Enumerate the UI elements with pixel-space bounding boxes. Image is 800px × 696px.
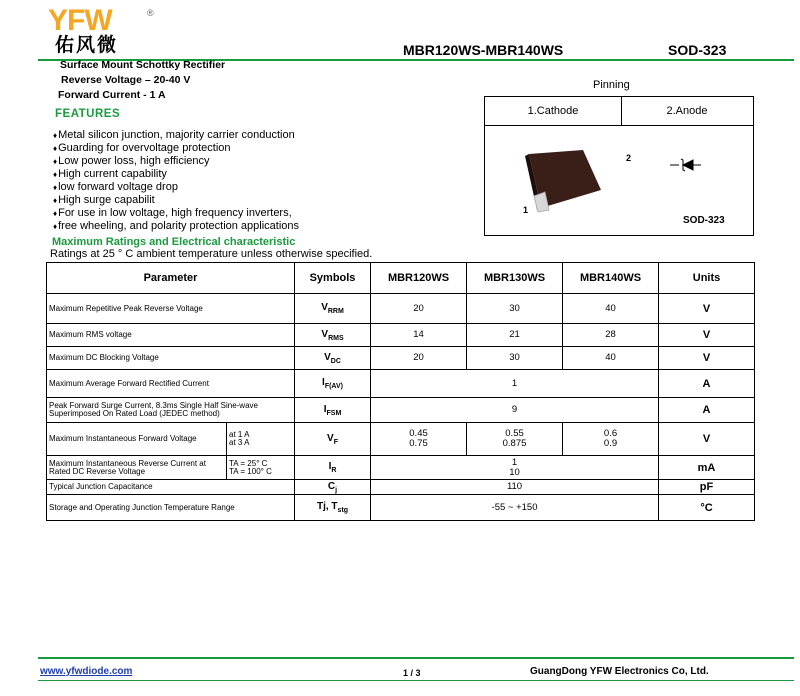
- value-cell: 1 10: [371, 456, 659, 480]
- website-link[interactable]: www.yfwdiode.com: [40, 666, 133, 677]
- ratings-heading: Maximum Ratings and Electrical characteristic: [52, 236, 296, 248]
- subtitle-type: Surface Mount Schottky Rectifier: [60, 59, 226, 71]
- value-cell: 40: [563, 347, 659, 370]
- table-row: [47, 347, 755, 370]
- feature-item: ♦ free wheeling, and polarity protection applications: [53, 220, 299, 233]
- value-cell: 30: [467, 347, 563, 370]
- value-cell: 110: [371, 480, 659, 495]
- unit-cell: V: [659, 324, 755, 347]
- registered-mark: ®: [147, 8, 154, 18]
- footer-divider: [38, 657, 794, 659]
- feature-item: ♦ Guarding for overvoltage protection: [53, 142, 299, 155]
- symbol-ifsm: $I_{FSM}$: [295, 398, 371, 423]
- feature-item: ♦ High surge capabilit: [53, 194, 299, 207]
- param-vdc: Maximum DC Blocking Voltage: [47, 347, 295, 370]
- document-title: MBR120WS-MBR140WS: [403, 42, 564, 58]
- feature-item: ♦ High current capability: [53, 168, 299, 181]
- header-symbols: Symbols: [295, 263, 371, 294]
- table-row: [47, 324, 755, 347]
- features-heading: FEATURES: [55, 108, 121, 120]
- value-cell: 28: [563, 324, 659, 347]
- symbol-vrrm: $V_{RRM}$: [295, 294, 371, 324]
- header-parameter: Parameter: [47, 263, 295, 294]
- pin-cathode-label: 1.Cathode: [485, 97, 622, 125]
- footer-bottom-line: [38, 680, 794, 681]
- subtitle-voltage: Reverse Voltage – 20-40 V: [61, 74, 191, 86]
- symbol-tj: Tj, $T_{stg}$: [295, 495, 371, 521]
- value-cell: 9: [371, 398, 659, 423]
- unit-cell: °C: [659, 495, 755, 521]
- feature-item: ♦ For use in low voltage, high frequency inverters,: [53, 207, 299, 220]
- unit-cell: A: [659, 370, 755, 398]
- pinning-title: Pinning: [593, 79, 630, 91]
- value-cell: -55 ~ +150: [371, 495, 659, 521]
- feature-item: ♦ low forward voltage drop: [53, 181, 299, 194]
- param-vf: Maximum Instantaneous Forward Voltage: [47, 423, 227, 456]
- symbol-ifav: $I_{F(AV)}$: [295, 370, 371, 398]
- pinning-box: [484, 96, 754, 236]
- package-label: SOD-323: [683, 215, 725, 226]
- diode-symbol-icon: [670, 159, 701, 171]
- param-ifav: Maximum Average Forward Rectified Current: [47, 370, 295, 398]
- logo-text: YFW: [48, 4, 112, 37]
- table-row: [47, 495, 755, 521]
- company-name: GuangDong YFW Electronics Co, Ltd.: [530, 666, 709, 677]
- feature-item: ♦ Metal silicon junction, majority carrier conduction: [53, 129, 299, 142]
- value-cell: 14: [371, 324, 467, 347]
- table-row: [47, 456, 755, 480]
- unit-cell: V: [659, 423, 755, 456]
- subtitle-current: Forward Current - 1 A: [58, 89, 166, 101]
- header-mbr130ws: MBR130WS: [467, 263, 563, 294]
- table-row: [47, 480, 755, 495]
- param-ir: Maximum Instantaneous Reverse Current at Rated DC Reverse Voltage: [47, 456, 227, 480]
- pin-1-marker: 1: [523, 205, 529, 215]
- value-cell: 0.6 0.9: [563, 423, 659, 456]
- value-cell: 1: [371, 370, 659, 398]
- table-row: [47, 294, 755, 324]
- pin-anode-label: 2.Anode: [666, 105, 708, 117]
- company-logo: [48, 6, 112, 36]
- condition-ir: TA = 25° C TA = 100° C: [227, 456, 295, 480]
- param-vrms: Maximum RMS voltage: [47, 324, 295, 347]
- value-cell: 0.55 0.875: [467, 423, 563, 456]
- param-cj: Typical Junction Capacitance: [47, 480, 295, 495]
- symbol-vdc: $V_{DC}$: [295, 347, 371, 370]
- symbol-ir: $I_R$: [295, 456, 371, 480]
- unit-cell: A: [659, 398, 755, 423]
- ratings-table: [46, 262, 755, 521]
- unit-cell: pF: [659, 480, 755, 495]
- value-cell: 30: [467, 294, 563, 324]
- table-row: [47, 423, 755, 456]
- value-cell: 0.45 0.75: [371, 423, 467, 456]
- page-number: 1 / 3: [403, 668, 421, 678]
- ratings-condition: Ratings at 25 ° C ambient temperature unless otherwise specified.: [50, 248, 373, 260]
- param-vrrm: Maximum Repetitive Peak Reverse Voltage: [47, 294, 295, 324]
- symbol-vf: $V_F$: [295, 423, 371, 456]
- value-cell: 20: [371, 347, 467, 370]
- features-list: [53, 129, 299, 233]
- value-cell: 40: [563, 294, 659, 324]
- table-row: [47, 398, 755, 423]
- unit-cell: V: [659, 347, 755, 370]
- header-mbr140ws: MBR140WS: [563, 263, 659, 294]
- symbol-cj: $C_j$: [295, 480, 371, 495]
- unit-cell: mA: [659, 456, 755, 480]
- value-cell: 21: [467, 324, 563, 347]
- param-ifsm: Peak Forward Surge Current, 8.3ms Single Half Sine-wave Superimposed On Rated Load (JEDEC method): [47, 398, 295, 423]
- header-mbr120ws: MBR120WS: [371, 263, 467, 294]
- document-package: SOD-323: [668, 42, 727, 58]
- condition-vf: at 1 A at 3 A: [227, 423, 295, 456]
- table-row: [47, 370, 755, 398]
- pin-2-marker: 2: [626, 153, 632, 163]
- symbol-vrms: $V_{RMS}$: [295, 324, 371, 347]
- header-units: Units: [659, 263, 755, 294]
- param-tj: Storage and Operating Junction Temperature Range: [47, 495, 295, 521]
- unit-cell: V: [659, 294, 755, 324]
- feature-item: ♦ Low power loss, high efficiency: [53, 155, 299, 168]
- logo-chinese-name: 佑风微: [55, 35, 119, 56]
- table-header-row: [47, 263, 755, 294]
- value-cell: 20: [371, 294, 467, 324]
